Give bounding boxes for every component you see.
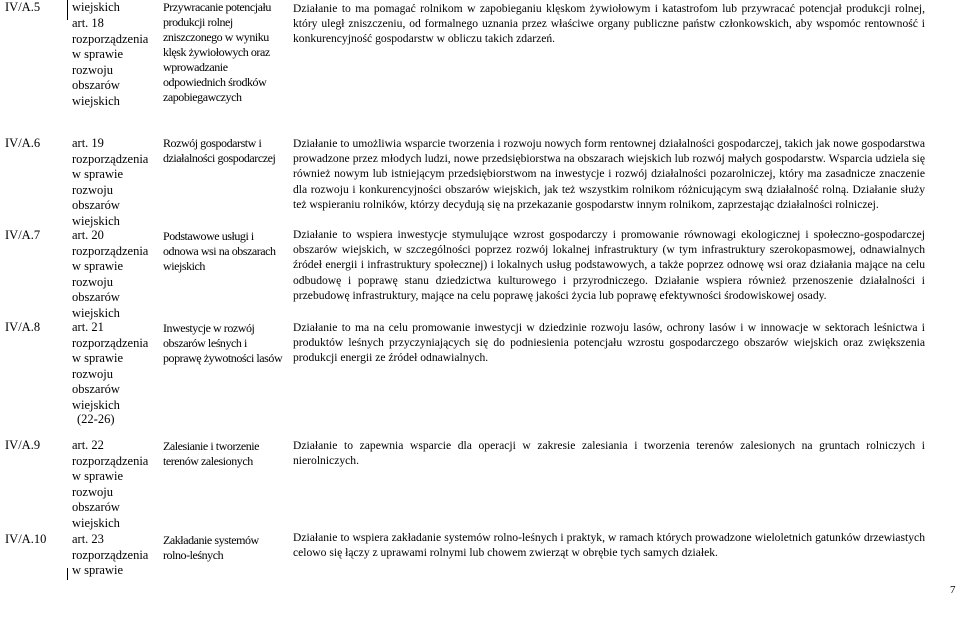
ref-line: w sprawie xyxy=(72,351,124,365)
ref-cell xyxy=(72,136,147,229)
name-line: Rozwój gospodarstw i xyxy=(163,136,262,150)
row-code: IV/A.5 xyxy=(5,0,41,14)
measure-name xyxy=(163,439,291,469)
ref-line: rozporządzenia xyxy=(72,31,149,46)
ref-cell xyxy=(72,228,147,321)
ref-cell xyxy=(72,16,147,109)
ref-line: wiejskich xyxy=(72,515,120,530)
name-line: poprawę żywotności lasów xyxy=(163,351,283,365)
name-line: wprowadzanie xyxy=(163,60,228,74)
row-code: IV/A.8 xyxy=(5,320,41,334)
ref-line: art. 20 xyxy=(72,228,104,242)
ref-line: rozporządzenia xyxy=(72,453,149,468)
ref-line: rozwoju xyxy=(72,182,113,197)
measure-description: Działanie to ma na celu promowanie inwestycji w dziedzinie rozwoju lasów, ochrony lasów i w innowacje w sektorach leśnictwa i produktów leśnych przyczyniających się do podniesienia potencjału wzrostu gospodarczego obszarów wiejskich oraz zwiększenia produkcji energii ze źródeł odnawialnych. xyxy=(293,321,925,365)
name-line: Zalesianie i tworzenie xyxy=(163,439,260,453)
measure-description: Działanie to ma pomagać rolnikom w zapobieganiu klęskom żywiołowym i katastrofom lub przywracać potencjał produkcji rolnej, który uległ zniszczeniu, od formalnego uznania przez właściwe organy publiczne państw członkowskich, aby wspomóc rentowność i konkurencyjność gospodarstw w obliczu takich zdarzeń. xyxy=(293,2,925,46)
ref-line: w sprawie xyxy=(72,259,124,273)
ref-line: w sprawie xyxy=(72,167,124,181)
column-rule xyxy=(67,568,68,580)
name-line: wiejskich xyxy=(163,259,205,273)
ref-line: obszarów xyxy=(72,500,120,514)
measure-description: Działanie to zapewnia wsparcie dla operacji w zakresie zalesiania i tworzenia terenów zalesionych na gruntach rolniczych i nierolniczych. xyxy=(293,439,925,468)
name-line: klęsk żywiołowych oraz xyxy=(163,45,270,59)
name-line: Przywracanie potencjału xyxy=(163,0,271,14)
ref-range-note: (22-26) xyxy=(77,412,115,426)
ref-line: rozwoju xyxy=(72,274,113,289)
measure-name xyxy=(163,0,291,105)
row-code: IV/A.7 xyxy=(5,228,41,242)
name-line: działalności gospodarczej xyxy=(163,151,276,165)
ref-line: wiejskich xyxy=(72,213,120,228)
measure-name xyxy=(163,533,291,563)
ref-line: obszarów xyxy=(72,290,120,304)
name-line: Podstawowe usługi i xyxy=(163,229,254,243)
ref-line: rozporządzenia xyxy=(72,243,149,258)
ref-line: wiejskich xyxy=(72,93,120,108)
measure-name xyxy=(163,321,291,366)
name-line: zapobiegawczych xyxy=(163,90,242,104)
ref-cell xyxy=(72,532,147,579)
name-line: zniszczonego w wyniku xyxy=(163,30,269,44)
row-code: IV/A.9 xyxy=(5,438,41,452)
ref-line: art. 18 xyxy=(72,16,104,30)
measure-description: Działanie to wspiera inwestycje stymulujące wzrost gospodarczy i promowanie równowagi ekologicznej i społeczno-gospodarczej obszarów wiejskich, w szczególności poprzez rozwój lokalnej infrastruktury (w tym infrastruktury szerokopasmowej, odnawialnych źródeł energii i infrastruktury społecznej) i lokalnych usług podstawowych, a także poprzez odnowę wsi oraz działania mające na celu odbudowę i poprawę stanu dziedzictwa kulturowego i przyrodniczego. Działanie wspiera również przenoszenie działalności i przebudowę infrastruktury, mające na celu poprawę jakości życia lub poprawę efektywności środowiskowej osady. xyxy=(293,228,925,302)
column-rule xyxy=(67,0,68,20)
ref-line: wiejskich xyxy=(72,397,120,412)
name-line: rolno-leśnych xyxy=(163,548,224,562)
measure-name xyxy=(163,136,291,166)
ref-line: obszarów xyxy=(72,382,120,396)
row-code: IV/A.6 xyxy=(5,136,41,150)
name-line: terenów zalesionych xyxy=(163,454,253,468)
name-line: obszarów leśnych i xyxy=(163,336,247,350)
measure-name xyxy=(163,229,291,274)
ref-line: rozporządzenia xyxy=(72,151,149,166)
ref-cell xyxy=(72,438,147,531)
ref-line: wiejskich xyxy=(72,0,120,14)
ref-line: w sprawie xyxy=(72,47,124,61)
ref-line: rozporządzenia xyxy=(72,335,149,350)
ref-line: art. 23 xyxy=(72,532,104,546)
ref-cell-fragment xyxy=(72,0,147,16)
ref-line: art. 19 xyxy=(72,136,104,150)
measure-description: Działanie to umożliwia wsparcie tworzenia i rozwoju nowych form rentownej działalności gospodarczej, takich jak nowe gospodarstwa prowadzone przez młodych ludzi, nowe przedsiębiorstwa na obszarach wiejskich lub rozwój małych gospodarstw. Wsparcia udziela się również nowym lub istniejącym przedsiębiorstwom na inwestycje i rozwój działalności pozarolniczej, który ma zasadnicze znaczenie dla rozwoju i konkurencyjności obszarów wiejskich, jak też wszystkim rolnikom różnicującym swą działalność rolną. Działanie służy też wspieraniu rolników, którzy decydują się na przekazanie gospodarstw innym rolnikom, zaprzestając działalności rolniczej. xyxy=(293,137,925,211)
ref-cell xyxy=(72,320,147,413)
ref-line: obszarów xyxy=(72,78,120,92)
ref-line: rozwoju xyxy=(72,366,113,381)
page-number: 7 xyxy=(950,584,956,596)
ref-line: art. 22 xyxy=(72,438,104,452)
ref-line: obszarów xyxy=(72,198,120,212)
name-line: Inwestycje w rozwój xyxy=(163,321,255,335)
ref-line: rozporządzenia xyxy=(72,547,149,562)
ref-line: rozwoju xyxy=(72,62,113,77)
ref-line: rozwoju xyxy=(72,484,113,499)
row-code: IV/A.10 xyxy=(5,532,47,546)
ref-line: w sprawie xyxy=(72,563,124,577)
ref-line: wiejskich xyxy=(72,305,120,320)
name-line: produkcji rolnej xyxy=(163,15,233,29)
name-line: Zakładanie systemów xyxy=(163,533,259,547)
name-line: odnowa wsi na obszarach xyxy=(163,244,276,258)
ref-line: art. 21 xyxy=(72,320,104,334)
ref-line: w sprawie xyxy=(72,469,124,483)
measure-description: Działanie to wspiera zakładanie systemów rolno-leśnych i praktyk, w ramach których prowadzone wieloletnich gatunków drzewiastych celowo się łączy z uprawami rolnymi lub chowem zwierząt w obrębie tych samych działek. xyxy=(293,531,925,560)
name-line: odpowiednich środków xyxy=(163,75,267,89)
